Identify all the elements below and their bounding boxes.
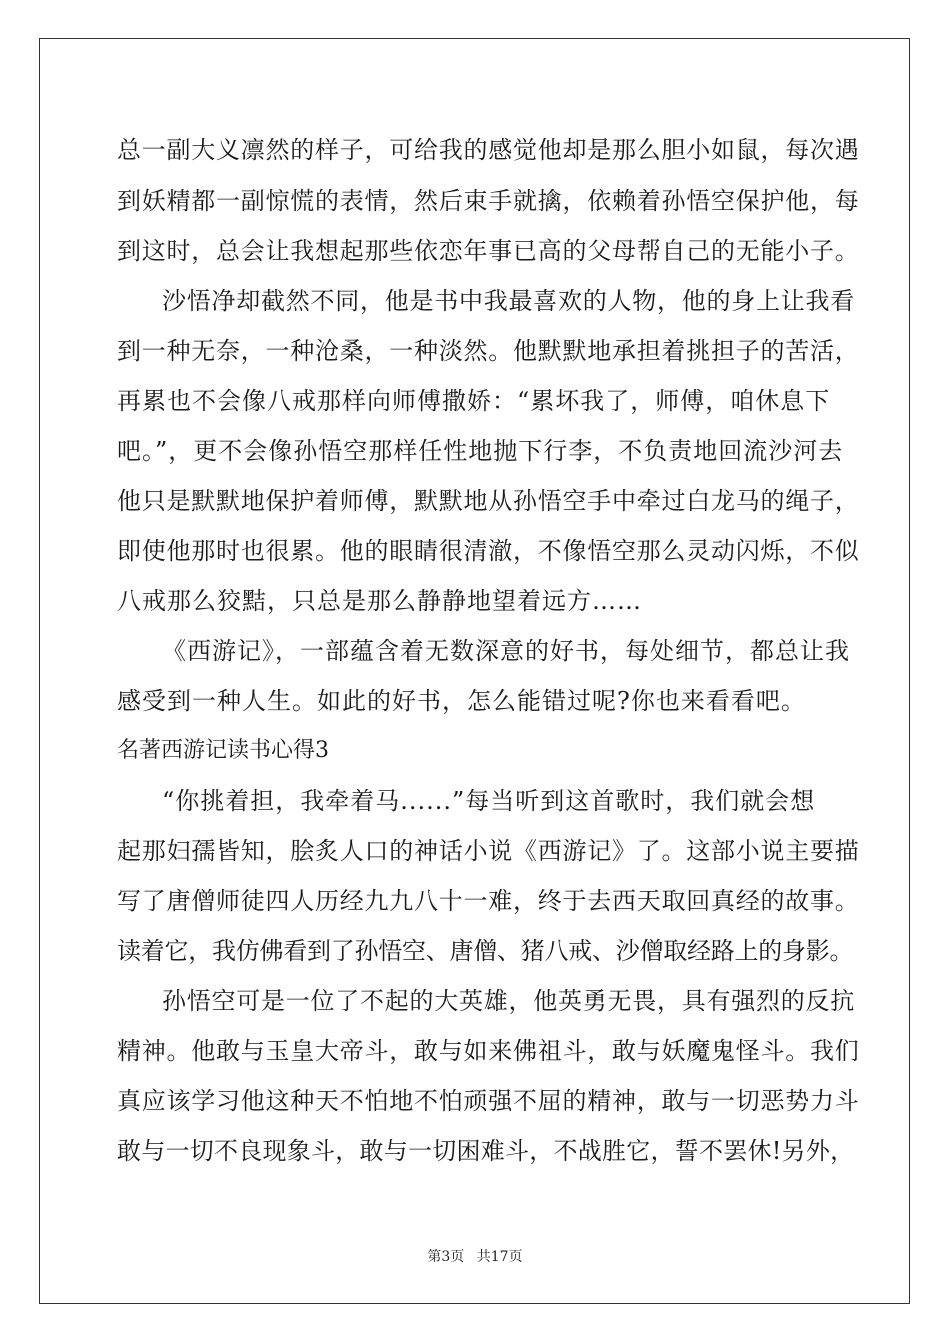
text-line: 总一副大义凛然的样子，可给我的感觉他却是那么胆小如鼠，每次遇: [117, 136, 860, 164]
text-line: 写了唐僧师徒四人历经九九八十一难，终于去西天取回真经的故事。: [117, 887, 860, 915]
text-line: 八戒那么狡黠，只总是那么静静地望着远方……: [117, 587, 642, 615]
text-line: 到一种无奈，一种沧桑，一种淡然。他默默地承担着挑担子的苦活，: [117, 337, 860, 365]
text-line: 再累也不会像八戒那样向师傅撒娇：“累坏我了，师傅，咱休息下: [117, 387, 831, 415]
page-footer: [0, 1246, 950, 1266]
page-number: 第3页: [427, 1249, 465, 1265]
text-line: 起那妇孺皆知，脍炙人口的神话小说《西游记》了。这部小说主要描: [117, 837, 860, 865]
text-line: 精神。他敢与玉皇大帝斗，敢与如来佛祖斗，敢与妖魔鬼怪斗。我们: [117, 1037, 860, 1065]
text-line: 敢与一切不良现象斗，敢与一切困难斗，不战胜它，誓不罢休!另外，: [117, 1137, 855, 1165]
text-line: 读着它，我仿佛看到了孙悟空、唐僧、猪八戒、沙僧取经路上的身影。: [117, 937, 854, 965]
text-line: 到妖精都一副惊慌的表情，然后束手就擒，依赖着孙悟空保护他，每: [117, 187, 860, 215]
text-line: 真应该学习他这种天不怕地不怕顽强不屈的精神，敢与一切恶势力斗: [117, 1087, 860, 1115]
text-line: 他只是默默地保护着师傅，默默地从孙悟空手中牵过白龙马的绳子，: [117, 487, 860, 515]
text-line: 孙悟空可是一位了不起的大英雄，他英勇无畏，具有强烈的反抗: [162, 987, 855, 1015]
text-line: 感受到一种人生。如此的好书，怎么能错过呢?你也来看看吧。: [117, 687, 806, 715]
section-heading: 名著西游记读书心得3: [117, 738, 329, 763]
text-line: 即使他那时也很累。他的眼睛很清澈，不像悟空那么灵动闪烁，不似: [117, 537, 860, 565]
text-line: 到这时，总会让我想起那些依恋年事已高的父母帮自己的无能小子。: [117, 237, 860, 265]
page-total: 共17页: [476, 1249, 523, 1265]
text-line: 吧。”，更不会像孙悟空那样任性地抛下行李，不负责地回流沙河去: [117, 437, 844, 465]
text-line: “你挑着担，我牵着马......”每当听到这首歌时，我们就会想: [162, 787, 816, 815]
text-line: 沙悟净却截然不同，他是书中我最喜欢的人物，他的身上让我看: [162, 287, 855, 315]
text-line: 《西游记》，一部蕴含着无数深意的好书，每处细节，都总让我: [162, 637, 850, 665]
